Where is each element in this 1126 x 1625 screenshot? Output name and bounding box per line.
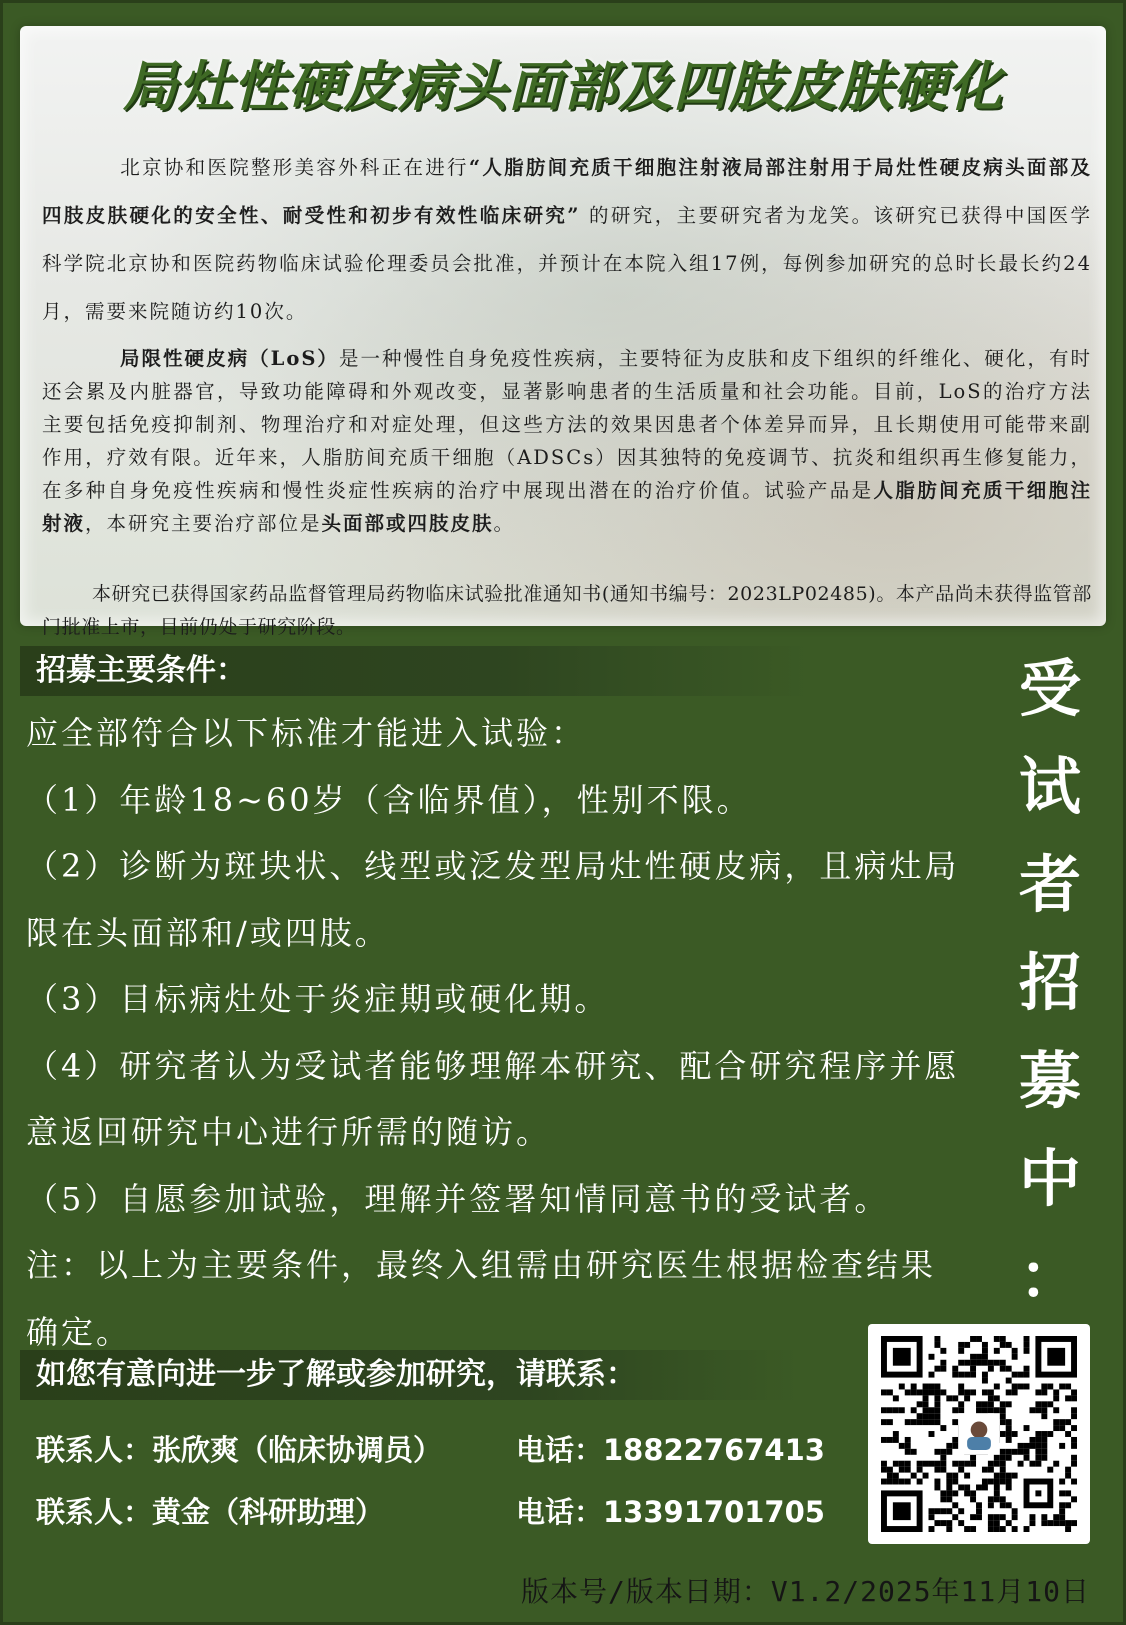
contact-row-1 [36,1428,836,1469]
qr-code-graphic [880,1336,1078,1532]
version-info: 版本号/版本日期：V1.2/2025年11月10日 [520,1575,1090,1608]
intro-panel [20,26,1106,638]
intro-paragraph-2 [42,342,1092,540]
contact-2-name: 联系人：黄金（科研助理） [36,1495,385,1529]
contact-1-name: 联系人：张欣爽（临床协调员） [36,1433,443,1467]
criterion-5: （5）自愿参加试验，理解并签署知情同意书的受试者。 [26,1179,890,1218]
intro-p1-study-name: “人脂肪间充质干细胞注射液局部注射用于局灶性硬皮病头面部及四肢皮肤硬化的安全性、耐受性和初步有效性临床研究” [42,156,1092,227]
contact-1-phone[interactable]: 电话：18822767413 [516,1433,825,1467]
intro-p1-text-a: 北京协和医院整形美容外科正在进行 [120,156,469,179]
intro-paragraph-1 [42,144,1092,336]
contact-header: 如您有意向进一步了解或参加研究，请联系： [20,1350,800,1400]
intro-p3-text: 本研究已获得国家药品监督管理局药物临床试验批准通知书(通知书编号：2023LP02485)。本产品尚未获得监管部门批准上市，目前仍处于研究阶段。 [42,583,1092,638]
criterion-4: （4）研究者认为受试者能够理解本研究、配合研究程序并愿意返回研究中心进行所需的随访。 [26,1046,960,1151]
intro-p1-text-b: 的研究，主要研究者为龙笑。该研究已获得中国医学科学院北京协和医院药物临床试验伦理委员会批准，并预计在本院入组17例，每例参加研究的总时长最长约24月，需要来院随访约10次。 [42,204,1092,323]
side-char: 者 [1018,848,1081,921]
side-recruiting-label [1010,640,1090,1326]
qr-code-icon[interactable] [868,1324,1090,1544]
product-name: 人脂肪间充质干细胞注射液 [42,479,1092,535]
criteria-note: 注：以上为主要条件，最终入组需由研究医生根据检查结果确定。 [26,1246,937,1351]
recruit-header: 招募主要条件： [20,646,810,696]
contact-row-2 [36,1490,836,1531]
los-term: 局限性硬皮病（LoS） [120,347,339,370]
criterion-1: （1）年龄18~60岁（含临界值），性别不限。 [26,780,752,819]
side-char: ： [1018,1240,1081,1313]
side-char: 中 [1018,1142,1081,1215]
intro-p2-text-c: 。 [493,512,516,535]
criteria-lead: 应全部符合以下标准才能进入试验： [26,714,587,752]
side-char: 招 [1018,946,1081,1019]
side-char: 募 [1018,1044,1081,1117]
treatment-site: 头面部或四肢皮肤 [321,512,494,535]
criterion-2: （2）诊断为斑块状、线型或泛发型局灶性硬皮病，且病灶局限在头面部和/或四肢。 [26,847,960,952]
contact-2-phone[interactable]: 电话：13391701705 [516,1495,825,1529]
intro-p2-text-a: 是一种慢性自身免疫性疾病，主要特征为皮肤和皮下组织的纤维化、硬化，有时还会累及内脏器官，导致功能障碍和外观改变，显著影响患者的生活质量和社会功能。目前，LoS的治疗方法主要包括免疫抑制剂、物理治疗和对症处理，但这些方法的效果因患者个体差异而异，且长期使用可能带来副作用，疗效有限。近年来，人脂肪间充质干细胞（ADSCs）因其独特的免疫调节、抗炎和组织再生修复能力，在多种自身免疫性疾病和慢性炎症性疾病的治疗中展现出潜在的治疗价值。试验产品是 [42,347,1092,502]
side-char: 受 [1018,652,1081,725]
criteria-list [26,700,966,1365]
criterion-3: （3）目标病灶处于炎症期或硬化期。 [26,980,610,1018]
side-char: 试 [1018,750,1081,823]
page-title: 局灶性硬皮病头面部及四肢皮肤硬化 [123,55,1003,118]
intro-p2-text-b: ，本研究主要治疗部位是 [85,512,322,535]
intro-paragraph-3 [42,578,1092,644]
